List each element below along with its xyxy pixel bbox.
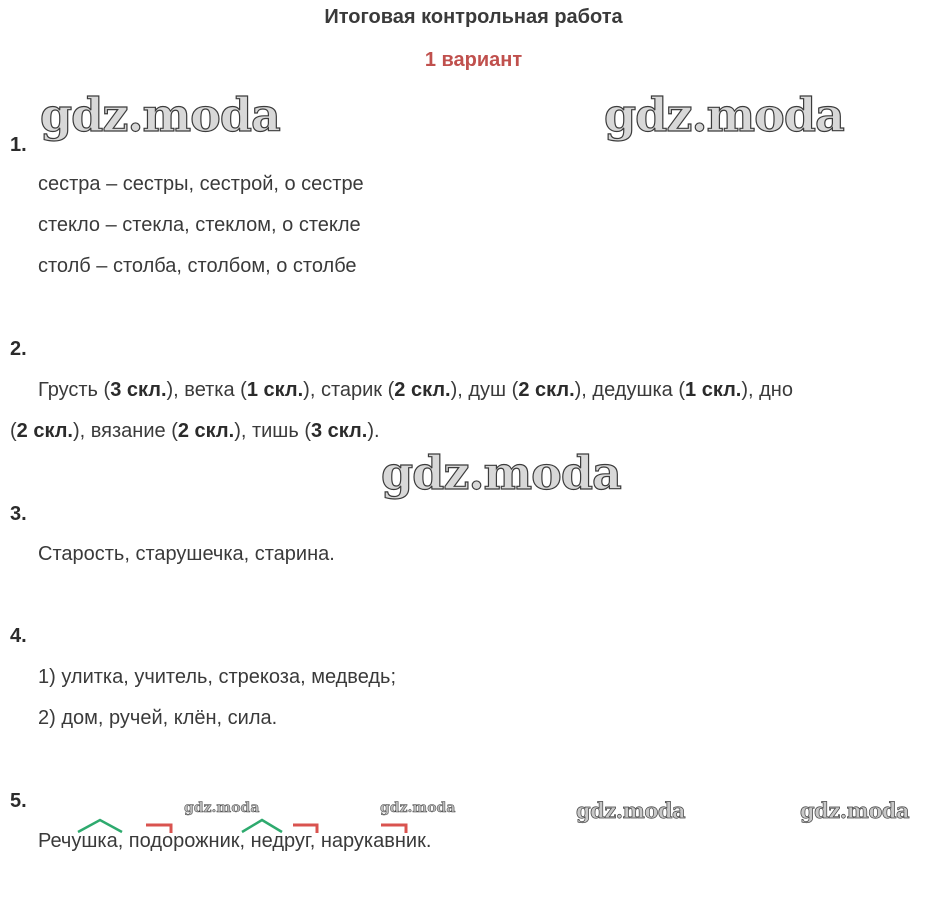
task-number: 4. <box>10 625 27 647</box>
task-line: столб – столба, столбом, о столбе <box>38 255 357 277</box>
declension-label: 2 скл. <box>177 420 235 442</box>
variant-label: 1 вариант <box>424 49 523 71</box>
task-number: 2. <box>10 338 27 360</box>
watermark: gdz.moda <box>381 446 621 500</box>
declension-label: 1 скл. <box>246 379 304 401</box>
task-line: 2) дом, ручей, клён, сила. <box>38 707 278 729</box>
task-line: сестра – сестры, сестрой, о сестре <box>38 173 364 195</box>
root-arc-mark <box>242 820 282 832</box>
task-number: 5. <box>10 790 27 812</box>
prefix-mark <box>381 825 406 833</box>
task-line: (2 скл.), вязание (2 скл.), тишь (3 скл.). <box>10 420 380 442</box>
declension-label: 3 скл. <box>110 379 167 401</box>
prefix-mark <box>293 825 317 833</box>
declension-label: 3 скл. <box>310 420 368 442</box>
declension-label: 2 скл. <box>16 420 73 442</box>
task-line: стекло – стекла, стеклом, о стекле <box>38 214 361 236</box>
watermark: gdz.moda <box>604 88 844 142</box>
task-line: Грусть (3 скл.), ветка (1 скл.), старик (2 скл.), душ (2 скл.), дедушка (1 скл.), дно <box>38 379 793 401</box>
watermark: gdz.moda <box>576 798 686 823</box>
task-number: 1. <box>10 134 27 156</box>
task-line: 1) улитка, учитель, стрекоза, медведь; <box>38 666 397 688</box>
declension-label: 2 скл. <box>394 379 451 401</box>
watermark: gdz.moda <box>40 88 280 142</box>
root-arc-mark <box>78 820 122 832</box>
declension-label: 2 скл. <box>518 379 575 401</box>
watermark: gdz.moda <box>800 798 910 823</box>
declension-label: 1 скл. <box>685 379 742 401</box>
prefix-mark <box>146 825 171 833</box>
task-number: 3. <box>10 503 27 525</box>
task-line: Речушка, подорожник, недруг, нарукавник. <box>38 830 432 852</box>
page-title: Итоговая контрольная работа <box>324 6 623 28</box>
watermark: gdz.moda <box>184 800 260 816</box>
watermark: gdz.moda <box>380 800 456 816</box>
task-line: Старость, старушечка, старина. <box>38 543 335 565</box>
